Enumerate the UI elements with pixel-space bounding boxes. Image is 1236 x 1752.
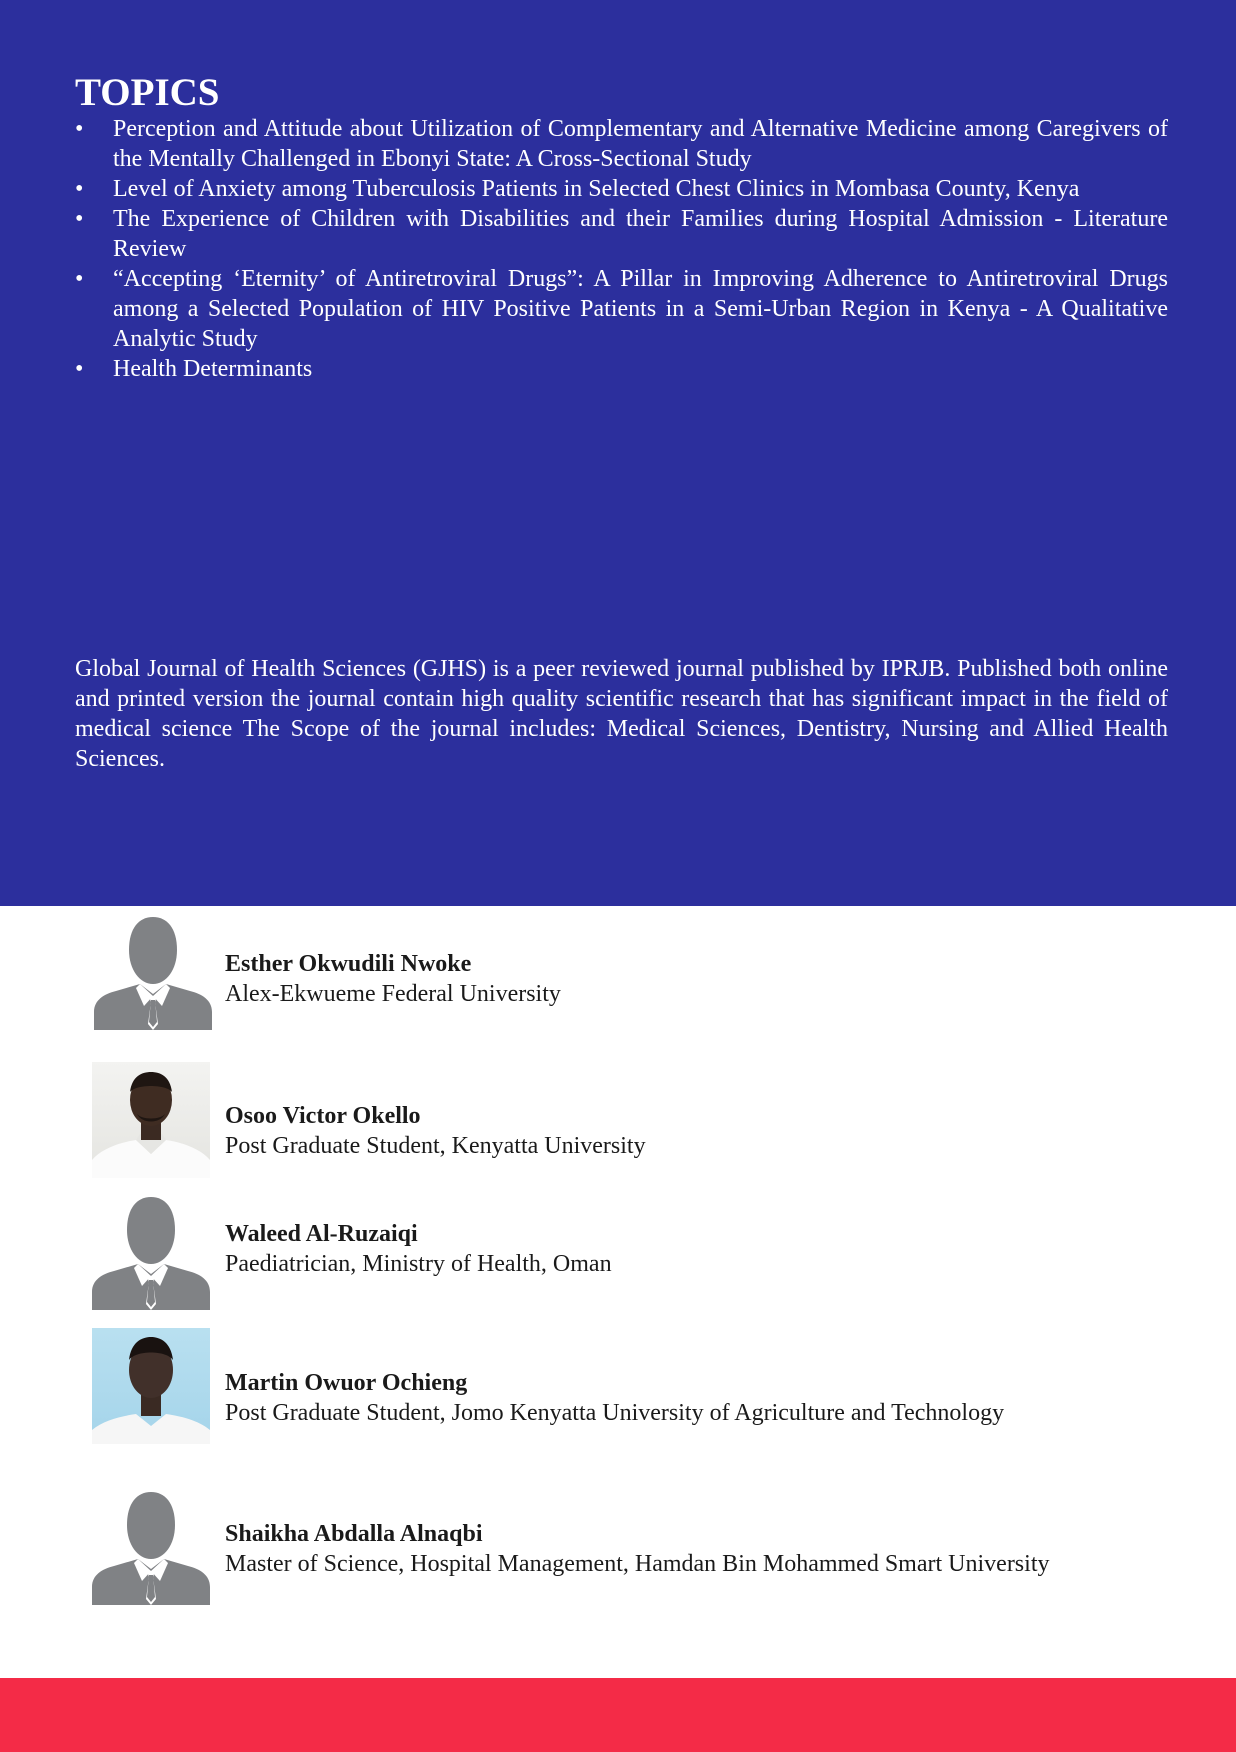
author-name: Esther Okwudili Nwoke — [225, 951, 472, 977]
author-affiliation: Paediatrician, Ministry of Health, Oman — [225, 1251, 612, 1277]
footer-bar — [0, 1678, 1236, 1752]
topic-text: Level of Anxiety among Tuberculosis Patients in Selected Chest Clinics in Mombasa County, Kenya — [113, 176, 1080, 202]
author-photo — [92, 1328, 210, 1444]
topic-text: Health Determinants — [113, 356, 313, 382]
author-name: Osoo Victor Okello — [225, 1103, 421, 1129]
author-name: Martin Owuor Ochieng — [225, 1370, 468, 1396]
bullet-icon: • — [75, 206, 84, 232]
author-affiliation: Post Graduate Student, Kenyatta University — [225, 1133, 646, 1159]
topics-list — [75, 114, 1168, 384]
topic-text: “Accepting ‘Eternity’ of Antiretroviral Drugs”: A Pillar in Improving Adherence to Antiretroviral Drugs among a Selected Population of HIV Positive Patients in a Semi-Urban Region in Kenya - A Qualitative Analytic Study — [113, 266, 1168, 352]
author-photo — [92, 1062, 210, 1178]
topic-item — [75, 354, 1168, 384]
topics-heading: TOPICS — [75, 71, 220, 114]
bullet-icon: • — [75, 356, 84, 382]
topic-item — [75, 174, 1168, 204]
person-silhouette-icon — [92, 1194, 210, 1310]
journal-description: Global Journal of Health Sciences (GJHS) is a peer reviewed journal published by IPRJB. Published both online and printed version the journal contain high quality scientific research that has significant impact in the field of medical science The Scope of the journal includes: Medical Sciences, Dentistry, Nursing and Allied Health Sciences. — [75, 656, 1168, 772]
topic-text: Perception and Attitude about Utilization of Complementary and Alternative Medicine among Caregivers of the Mentally Challenged in Ebonyi State: A Cross-Sectional Study — [113, 116, 1168, 172]
topic-item — [75, 204, 1168, 264]
topic-item — [75, 264, 1168, 354]
author-affiliation: Alex-Ekwueme Federal University — [225, 981, 561, 1007]
topic-item — [75, 114, 1168, 174]
person-silhouette-icon — [94, 914, 212, 1030]
bullet-icon: • — [75, 116, 84, 142]
author-name: Shaikha Abdalla Alnaqbi — [225, 1521, 483, 1547]
author-affiliation: Post Graduate Student, Jomo Kenyatta University of Agriculture and Technology — [225, 1400, 1005, 1426]
person-silhouette-icon — [92, 1489, 210, 1605]
bullet-icon: • — [75, 176, 84, 202]
bullet-icon: • — [75, 266, 84, 292]
author-name: Waleed Al-Ruzaiqi — [225, 1221, 418, 1247]
author-affiliation: Master of Science, Hospital Management, Hamdan Bin Mohammed Smart University — [225, 1551, 1050, 1577]
topic-text: The Experience of Children with Disabilities and their Families during Hospital Admission - Literature Review — [113, 206, 1168, 262]
